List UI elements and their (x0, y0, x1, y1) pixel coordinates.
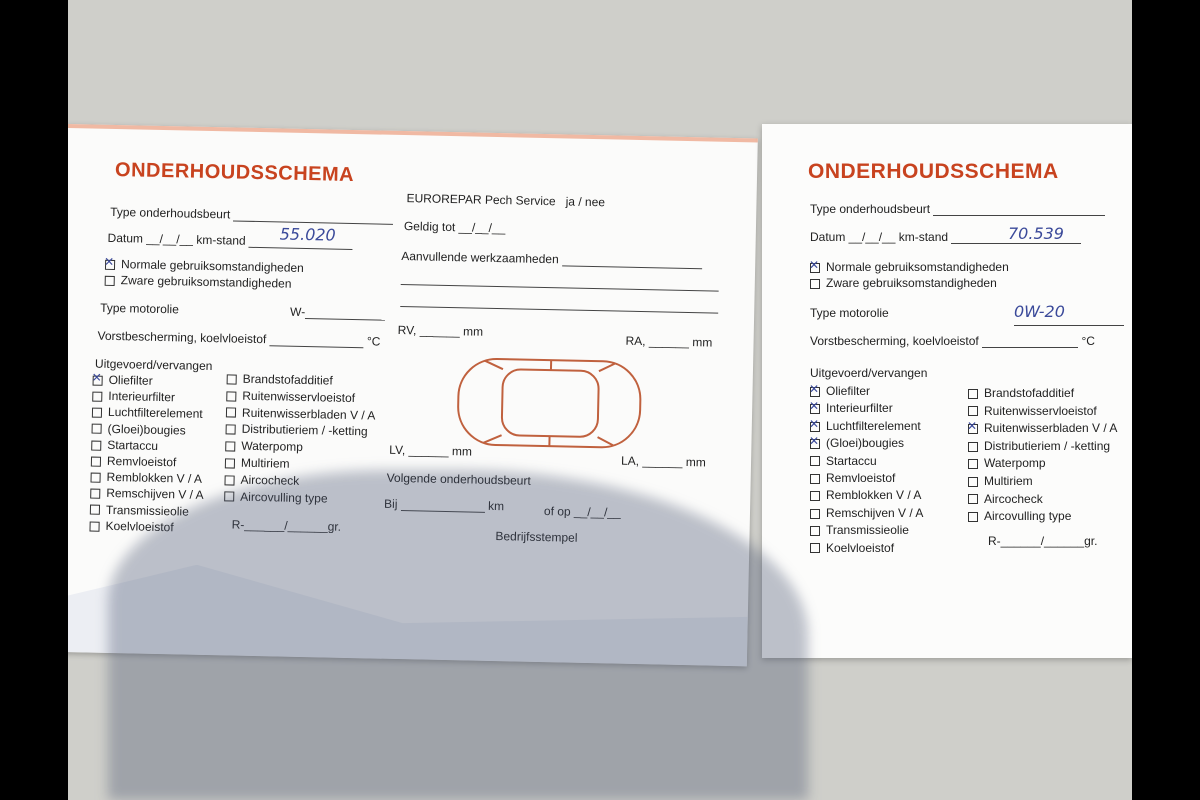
left-km-value: 55.020 (279, 224, 336, 245)
checkbox-normale-right[interactable] (810, 263, 820, 273)
checkbox[interactable] (968, 406, 978, 416)
checkbox[interactable] (90, 489, 100, 499)
checklist-label: Luchtfilterelement (107, 405, 203, 422)
checklist-label: Ruitenwisservloeistof (984, 403, 1097, 418)
bedrijfsstempel: Bedrijfsstempel (495, 529, 578, 545)
checklist-item (91, 437, 158, 452)
checklist-label: Ruitenwisserbladen V / A (241, 405, 376, 423)
checklist-item (810, 454, 877, 468)
right-page (762, 124, 1132, 658)
checklist-item (810, 471, 895, 485)
checklist-label: (Gloei)bougies (107, 421, 186, 438)
left-zware: Zware gebruiksomstandigheden (105, 273, 292, 291)
checklist-label: Brandstofadditief (242, 371, 333, 388)
checklist-label: Remschijven V / A (826, 505, 924, 520)
checklist-label: Aircocheck (984, 491, 1043, 506)
checklist-label: Distributieriem / -ketting (241, 422, 368, 439)
checkbox[interactable] (968, 424, 978, 434)
right-olie-value: 0W-20 (1014, 302, 1065, 321)
checklist-label: Koelvloeistof (105, 518, 174, 535)
left-r-gr: R-______/______gr. (231, 517, 342, 534)
hand-shadow (105, 470, 808, 800)
left-normale: ✕Normale gebruiksomstandigheden (105, 257, 304, 275)
checkbox[interactable] (810, 509, 820, 519)
checkbox[interactable] (227, 374, 237, 384)
checklist-label: Oliefilter (826, 384, 871, 398)
checklist-item (810, 384, 870, 398)
right-km-value: 70.539 (1008, 224, 1064, 243)
checklist-label: Aircovulling type (240, 489, 328, 506)
checkbox[interactable] (226, 425, 236, 435)
right-type-onderhoudsbeurt: Type onderhoudsbeurt (810, 202, 1105, 216)
checklist-item (225, 455, 290, 470)
checklist-label: Distributieriem / -ketting (984, 438, 1111, 453)
checklist-label: Remblokken V / A (826, 488, 922, 503)
checklist-label: Multiriem (984, 474, 1033, 488)
checklist-label: Ruitenwisservloeistof (242, 388, 356, 405)
checklist-item (968, 404, 1097, 418)
left-title: ONDERHOUDSSCHEMA (114, 158, 355, 187)
checklist-item (968, 439, 1110, 453)
checkbox[interactable] (225, 441, 235, 451)
checklist-item (810, 436, 904, 450)
checkbox-zware-right[interactable] (810, 279, 820, 289)
checkbox[interactable] (90, 473, 100, 483)
checklist-item (810, 541, 894, 555)
checklist-item (92, 389, 175, 405)
left-datum: Datum __/__/__ km-stand (107, 231, 353, 250)
eurorepar-line: EUROREPAR Pech Service ja / nee (406, 191, 606, 210)
aanvullende-line-3 (400, 293, 718, 314)
left-column-2 (68, 124, 758, 138)
checklist-item (968, 474, 1033, 488)
checklist-label: (Gloei)bougies (826, 436, 905, 451)
rv: RV, ______ mm (397, 322, 484, 339)
checklist-item (968, 509, 1071, 523)
checkbox-normale[interactable] (105, 260, 115, 270)
checkbox[interactable] (810, 387, 820, 397)
checklist-item (226, 405, 376, 422)
checkbox[interactable] (968, 512, 978, 522)
checklist-item (92, 405, 203, 421)
checkbox[interactable] (810, 439, 820, 449)
checkbox[interactable] (92, 392, 102, 402)
checklist-label: Interieurfilter (108, 389, 176, 405)
checklist-label: Aircocheck (240, 472, 300, 488)
checkbox[interactable] (93, 375, 103, 385)
checkbox[interactable] (90, 505, 100, 515)
checkbox[interactable] (810, 543, 820, 553)
checkbox[interactable] (91, 456, 101, 466)
checkbox[interactable] (968, 389, 978, 399)
checklist-label: Waterpomp (241, 438, 304, 455)
checkbox[interactable] (968, 442, 978, 452)
checklist-item (968, 421, 1117, 435)
left-type-onderhoudsbeurt: Type onderhoudsbeurt (110, 205, 394, 225)
checklist-label: Remblokken V / A (106, 470, 203, 487)
checklist-label: Oliefilter (108, 372, 153, 388)
right-datum: Datum __/__/__ km-stand (810, 230, 1081, 244)
checklist-label: Transmissieolie (105, 502, 189, 519)
checklist-item (968, 386, 1074, 400)
checklist-item (90, 470, 202, 486)
right-zware: Zware gebruiksomstandigheden (810, 276, 997, 290)
checkbox[interactable] (810, 456, 820, 466)
right-uitgevoerd: Uitgevoerd/vervangen (810, 366, 928, 380)
left-column-1 (68, 124, 758, 138)
aanvullende: Aanvullende werkzaamheden (401, 249, 702, 269)
checkbox[interactable] (968, 477, 978, 487)
ra: RA, ______ mm (625, 333, 713, 350)
checklist-item (810, 506, 923, 520)
lv: LV, ______ mm (389, 442, 473, 459)
checkbox[interactable] (810, 422, 820, 432)
checklist-item (810, 523, 909, 537)
checkbox[interactable] (92, 424, 102, 434)
of-op: of op __/__/__ (543, 504, 621, 520)
left-w: W- (290, 305, 385, 321)
checklist-item (93, 373, 153, 388)
checklist-item (90, 486, 204, 502)
checklist-label: Interieurfilter (826, 401, 893, 416)
checklist-item (227, 371, 333, 387)
aanvullende-line-2 (401, 271, 719, 292)
checklist-item (226, 388, 355, 405)
volgende: Volgende onderhoudsbeurt (386, 470, 531, 488)
checklist-label: Startaccu (826, 453, 877, 468)
left-uitgevoerd: Uitgevoerd/vervangen (94, 356, 213, 374)
checklist-item (226, 422, 368, 439)
checkbox[interactable] (226, 408, 236, 418)
checkbox[interactable] (226, 391, 236, 401)
checklist-label: Waterpomp (984, 456, 1046, 471)
checklist-label: Remvloeistof (106, 453, 177, 470)
right-type-motorolie: Type motorolie (810, 306, 889, 320)
checklist-label: Remvloeistof (826, 471, 896, 485)
photo-background (68, 0, 1132, 800)
checklist-label: Remschijven V / A (106, 486, 204, 503)
car-outline-icon (453, 346, 645, 460)
checkbox[interactable] (810, 474, 820, 484)
checklist-label: Multiriem (240, 455, 290, 471)
right-r-gr: R-______/______gr. (988, 534, 1098, 548)
checklist-label: Ruitenwisserbladen V / A (984, 421, 1118, 436)
right-title: ONDERHOUDSSCHEMA (808, 160, 1059, 183)
checkbox[interactable] (810, 526, 820, 536)
checklist-label: Luchtfilterelement (826, 418, 921, 433)
checkbox[interactable] (810, 404, 820, 414)
checklist-item (810, 488, 921, 502)
checklist-label: Startaccu (107, 437, 159, 453)
checklist-label: Aircovulling type (984, 509, 1072, 524)
checklist-item (968, 492, 1043, 506)
checkbox-zware[interactable] (105, 276, 115, 286)
checkbox[interactable] (968, 494, 978, 504)
checkbox[interactable] (225, 458, 235, 468)
checkbox[interactable] (224, 475, 234, 485)
checklist-item (810, 401, 893, 415)
left-vorst: Vorstbescherming, koelvloeistof °C (97, 328, 381, 349)
checkbox[interactable] (810, 491, 820, 501)
checkbox[interactable] (968, 459, 978, 469)
right-normale: ✕Normale gebruiksomstandigheden (810, 260, 1009, 274)
checklist-item (225, 439, 303, 455)
checklist-item (91, 421, 185, 437)
checklist-item (810, 419, 921, 433)
checkbox[interactable] (92, 408, 102, 418)
left-type-motorolie: Type motorolie (100, 300, 179, 317)
checklist-item (91, 454, 177, 470)
la: LA, ______ mm (620, 453, 706, 470)
checkbox[interactable] (89, 521, 99, 531)
checklist-label: Brandstofadditief (984, 386, 1075, 400)
checklist-label: Koelvloeistof (826, 540, 895, 555)
bij-km: Bij km (383, 496, 505, 514)
checklist-label: Transmissieolie (826, 523, 909, 538)
checkbox[interactable] (91, 440, 101, 450)
geldig-tot: Geldig tot __/__/__ (403, 219, 506, 236)
right-vorst: Vorstbescherming, koelvloeistof °C (810, 334, 1095, 348)
checklist-item (968, 456, 1046, 470)
